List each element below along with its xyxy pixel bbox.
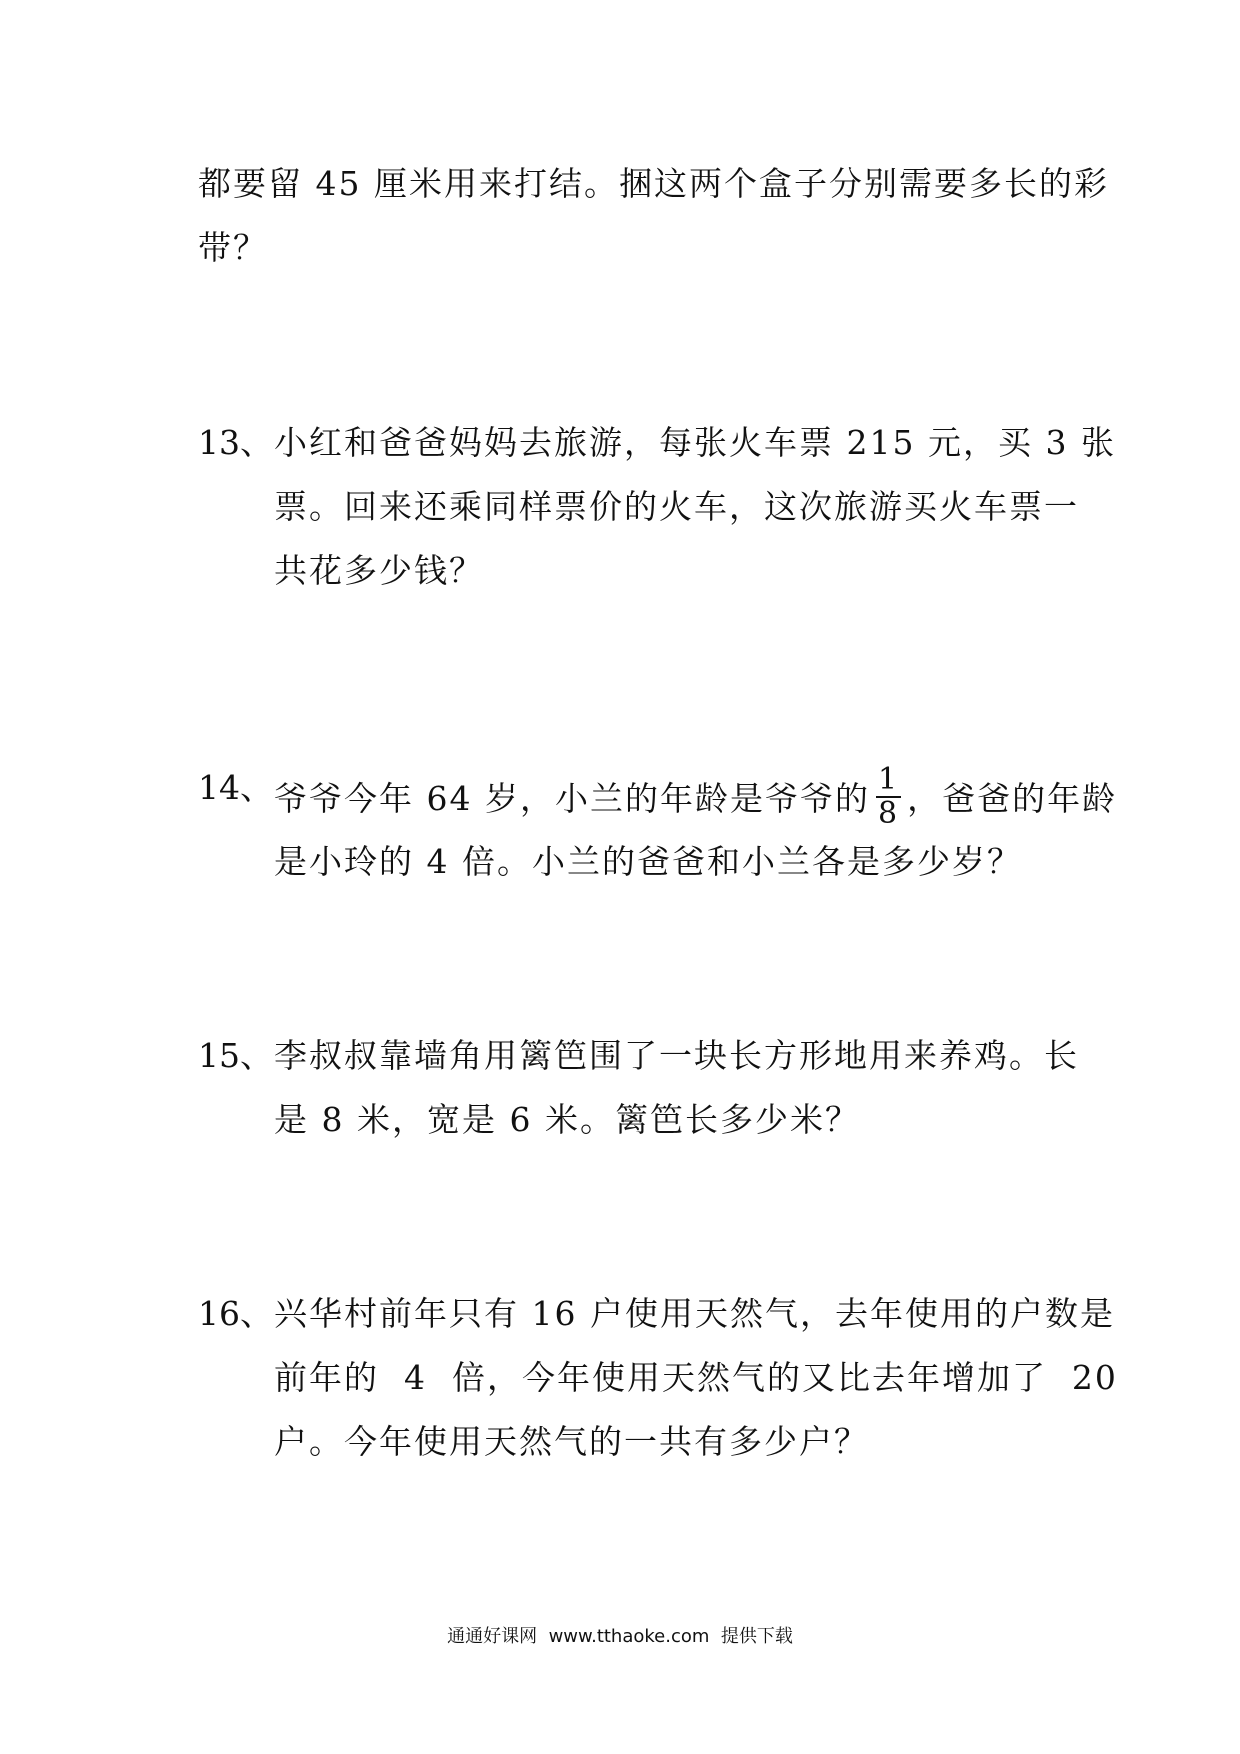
question-line: 前年的 4 倍，今年使用天然气的又比去年增加了 20 <box>274 1358 1118 1397</box>
question-line: 票。回来还乘同样票价的火车，这次旅游买火车票一 <box>274 487 1079 526</box>
question-text: 爷爷今年 64 岁，小兰的年龄是爷爷的 <box>274 779 870 818</box>
continuation-line-1: 都要留 45 厘米用来打结。捆这两个盒子分别需要多长的彩 <box>198 164 1109 203</box>
question-line: 共花多少钱？ <box>274 551 484 590</box>
question-number: 13、 <box>198 423 273 462</box>
fraction-one-eighth <box>876 764 901 830</box>
question-number: 15、 <box>198 1036 273 1075</box>
page-footer: 通通好课网 www.tthaoke.com 提供下载 <box>447 1626 793 1647</box>
continuation-line-2: 带？ <box>198 228 268 267</box>
question-number: 14、 <box>198 768 273 807</box>
question-line: 是 8 米，宽是 6 米。篱笆长多少米？ <box>274 1100 860 1139</box>
question-line: 李叔叔靠墙角用篱笆围了一块长方形地用来养鸡。长 <box>274 1036 1079 1075</box>
question-number: 16、 <box>198 1294 273 1333</box>
question-line: 兴华村前年只有 16 户使用天然气，去年使用的户数是 <box>274 1294 1115 1333</box>
question-text: ，爸爸的年龄 <box>907 779 1118 818</box>
question-line <box>274 762 1118 834</box>
question-line: 小红和爸爸妈妈去旅游，每张火车票 215 元，买 3 张 <box>274 423 1116 462</box>
question-line: 是小玲的 4 倍。小兰的爸爸和小兰各是多少岁？ <box>274 842 1022 881</box>
fraction-denominator: 8 <box>877 796 900 831</box>
question-line: 户。今年使用天然气的一共有多少户？ <box>274 1422 869 1461</box>
fraction-numerator: 1 <box>877 762 900 797</box>
